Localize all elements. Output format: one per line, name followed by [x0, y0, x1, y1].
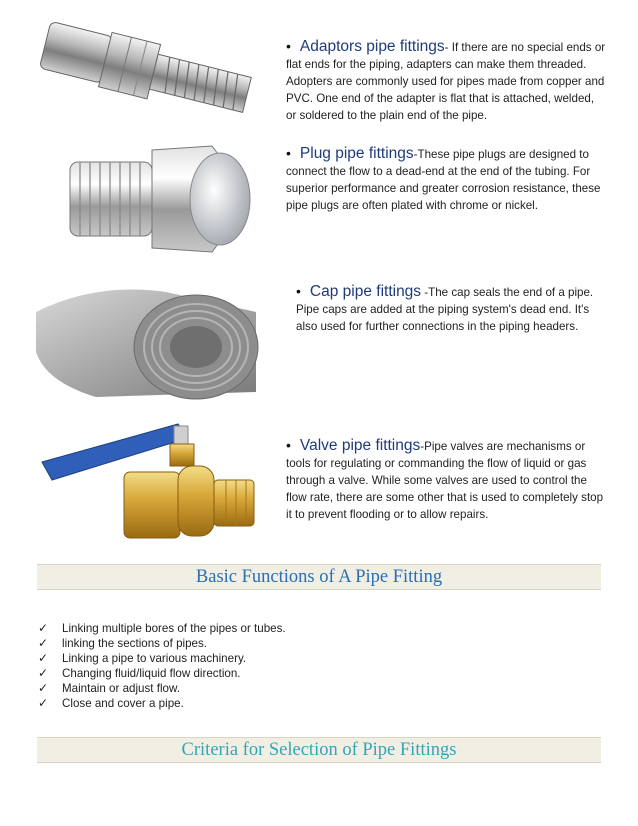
- valve-description: [272, 437, 606, 523]
- plug-description: [266, 145, 606, 214]
- functions-list: [38, 621, 286, 711]
- list-item: ✓ linking the sections of pipes.: [38, 636, 208, 650]
- bullet-dot-icon: •: [296, 283, 301, 299]
- checkmark-icon: ✓: [38, 636, 49, 650]
- section-heading-basic-functions: Basic Functions of A Pipe Fitting: [37, 564, 601, 590]
- list-item: ✓ Close and cover a pipe.: [38, 696, 184, 710]
- bullet-dot-icon: •: [286, 38, 291, 54]
- adaptor-title: Adaptors pipe fittings: [299, 38, 445, 55]
- checkmark-icon: ✓: [38, 666, 49, 680]
- list-item: ✓ Maintain or adjust flow.: [38, 681, 180, 695]
- checkmark-icon: ✓: [38, 681, 49, 695]
- list-item: ✓ Linking a pipe to various machinery.: [38, 651, 247, 665]
- list-item: ✓ Changing fluid/liquid flow direction.: [38, 666, 241, 680]
- cap-fitting-image: [36, 272, 266, 402]
- plug-text: -These pipe plugs are designed to connect the flow to a dead-end at the end of the tubing. For superior performance and greater corrosion resistance, these pipe plugs are often plated with chrome or nickel.: [286, 148, 601, 212]
- adaptor-description: [266, 38, 606, 124]
- valve-title: Valve pipe fittings: [299, 437, 421, 454]
- checkmark-icon: ✓: [38, 621, 49, 635]
- bullet-dot-icon: •: [286, 145, 291, 161]
- adaptor-fitting-image: [36, 22, 258, 118]
- bullet-dot-icon: •: [286, 437, 291, 453]
- plug-title: Plug pipe fittings: [299, 145, 414, 162]
- checkmark-icon: ✓: [38, 651, 49, 665]
- plug-fitting-image: [62, 140, 258, 258]
- valve-text: -Pipe valves are mechanisms or tools for regulating or commanding the flow of liquid or gas through a valve. While some valves are used to control the flow rate, there are some other that is used to completely stop it to prevent flooding or to allow repairs.: [286, 440, 604, 521]
- section-heading-selection-criteria: Criteria for Selection of Pipe Fittings: [37, 737, 601, 763]
- adaptor-text-1: - If there are no special ends or flat ends for the piping, adapters can make them threaded. Adopters are commonly used for pipes made from copper and PVC. One end of the adapter is flat that is attached, welded, or soldered to the plain end of the pipe.: [286, 41, 606, 122]
- checkmark-icon: ✓: [38, 696, 49, 710]
- cap-description: [266, 283, 606, 335]
- cap-title: Cap pipe fittings: [309, 283, 422, 300]
- valve-fitting-image: [38, 420, 260, 548]
- list-item: ✓ Linking multiple bores of the pipes or tubes.: [38, 621, 286, 635]
- cap-text: -The cap seals the end of a pipe. Pipe caps are added at the piping system's dead end. It's also used for further connections in the piping headers.: [296, 286, 594, 333]
